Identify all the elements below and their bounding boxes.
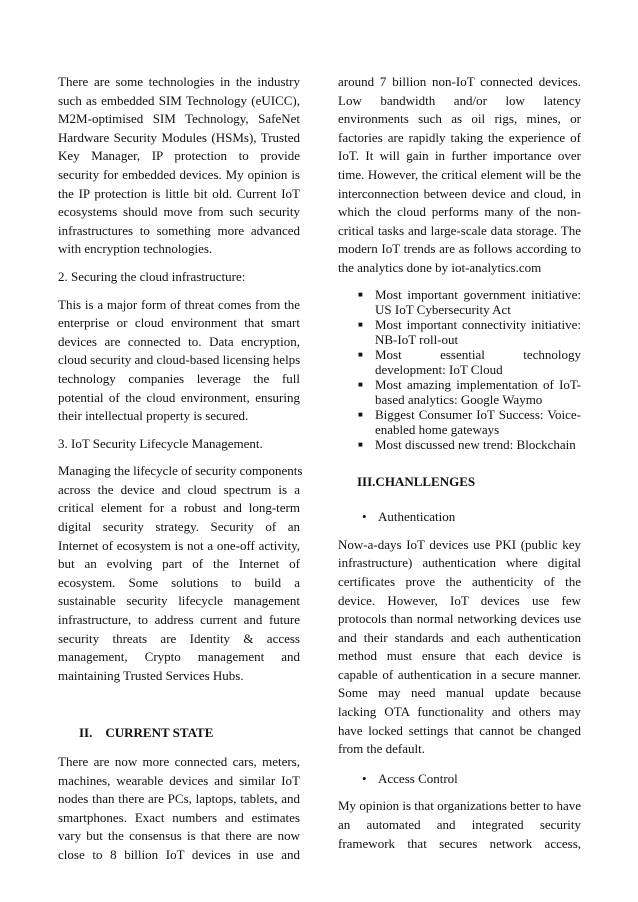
text-line: the analytics done by iot-analytics.com	[338, 259, 542, 275]
paragraph-connected-devices	[338, 73, 581, 278]
trend-item	[338, 317, 581, 347]
text-line: with encryption technologies.	[58, 241, 213, 257]
text-line: sustainable security lifecycle management	[58, 593, 300, 609]
square-bullet-icon: ■	[358, 319, 363, 329]
text-line: but an evolving part of the Internet of	[58, 556, 300, 572]
heading-securing-cloud: 2. Securing the cloud infrastructure:	[58, 268, 246, 284]
bullet-access-control	[338, 770, 581, 789]
square-bullet-icon: ■	[358, 439, 363, 449]
text-line: cloud security and cloud-based licensing helps	[58, 352, 301, 368]
text-line: nodes than there are PCs, laptops, tablets, and	[58, 791, 300, 807]
paragraph-authentication	[338, 536, 581, 759]
text-line: digital security strategy. Security of an	[58, 519, 300, 535]
bullet-dot-icon: •	[362, 770, 367, 786]
square-bullet-icon: ■	[358, 409, 363, 419]
section-title-challenges: III.CHANLLENGES	[357, 473, 476, 489]
square-bullet-icon: ■	[358, 379, 363, 389]
text-line: My opinion is that organizations better to have	[338, 798, 581, 814]
text-line: security for embedded devices. My opinion is	[58, 166, 300, 182]
text-line: modern IoT trends are as follows according to	[338, 241, 581, 257]
trend-item	[338, 407, 581, 437]
trend-text: Biggest Consumer IoT Success: Voice-	[375, 406, 581, 422]
text-line: This is a major form of threat comes from the	[58, 296, 300, 312]
text-line: devices are connected to. Data encryption,	[58, 333, 300, 349]
text-line: potential of the cloud environment, ensuring	[58, 389, 300, 405]
paragraph-embedded-security	[58, 73, 300, 259]
text-line: Key Manager, IP protection to provide	[58, 148, 300, 164]
text-line: environments such as oil rigs, mines, or	[338, 111, 581, 127]
trend-text: development: IoT Cloud	[375, 361, 503, 377]
iot-trends-list	[338, 287, 581, 452]
paragraph-current-state	[58, 753, 300, 865]
paragraph-lifecycle	[58, 462, 303, 685]
trend-item	[338, 347, 581, 377]
text-line: ecosystems should move from such security	[58, 204, 300, 220]
text-line: lacking OTA functionality and others may	[338, 704, 581, 720]
text-line: machines, wearable devices and similar IoT	[58, 772, 300, 788]
text-line: Some may need manual update because	[338, 685, 581, 701]
text-line: method must ensure that each device is	[338, 648, 581, 664]
trend-item	[338, 437, 581, 452]
text-line: M2M-optimised SIM Technology, SafeNet	[58, 111, 300, 127]
text-line: There are some technologies in the industry	[58, 74, 300, 89]
text-line: Managing the lifecycle of security components	[58, 463, 303, 479]
text-line: Internet of ecosystem is not a one-off activity,	[58, 537, 300, 553]
square-bullet-icon: ■	[358, 349, 363, 359]
text-line: the IP protection is little bit old. Current IoT	[58, 185, 300, 201]
bullet-authentication	[338, 508, 581, 527]
trend-text: enabled home gateways	[375, 421, 500, 437]
trend-text: Most essential technology	[375, 346, 581, 362]
text-line: from the default.	[338, 741, 425, 757]
trend-item	[338, 377, 581, 407]
text-line: critical tasks and large-scale data storage. The	[338, 222, 581, 238]
text-line: smartphones. Exact numbers and estimates	[58, 809, 300, 825]
text-line: ecosystem. Some solutions to build a	[58, 574, 300, 590]
trend-text: Most important government initiative:	[375, 286, 581, 302]
text-line: infrastructure) authentication where digital	[338, 555, 581, 571]
text-line: security threats are Identity & access	[58, 630, 300, 646]
text-line: IoT. It will gain in further importance over	[338, 148, 581, 164]
text-line: Low bandwidth and/or low latency	[338, 92, 581, 108]
text-line: Hardware Security Modules (HSMs), Trusted	[58, 129, 300, 145]
text-line: certificates prove the authenticity of the	[338, 573, 581, 589]
text-line: their intellectual property is secured.	[58, 408, 249, 424]
text-line: There are now more connected cars, meters,	[58, 754, 300, 769]
text-line: critical element for a robust and long-term	[58, 500, 300, 516]
trend-text: Most important connectivity initiative:	[375, 316, 581, 332]
text-line: time. However, the critical element will be the	[338, 166, 581, 182]
square-bullet-icon: ■	[358, 289, 363, 299]
text-line: capable of authentication in a secure manner.	[338, 666, 581, 682]
heading-lifecycle-management: 3. IoT Security Lifecycle Management.	[58, 435, 263, 451]
text-line: an automated and integrated security	[338, 817, 581, 833]
paragraph-access-control	[338, 797, 581, 853]
trend-item	[338, 287, 581, 317]
trend-text: based analytics: Google Waymo	[375, 391, 543, 407]
bullet-label: Authentication	[378, 509, 456, 525]
text-line: protocols than normal networking devices use	[338, 611, 581, 627]
text-line: management, Crypto management and	[58, 649, 300, 665]
text-line: across the device and cloud spectrum is a	[58, 481, 300, 497]
trend-text: Most amazing implementation of IoT-	[375, 376, 581, 392]
text-line: vary but the consensus is that there are now	[58, 828, 300, 844]
bullet-label: Access Control	[378, 770, 458, 786]
text-line: framework that secures network access,	[338, 835, 581, 851]
text-line: around 7 billion non-IoT connected devices.	[338, 74, 581, 89]
paragraph-cloud-threat	[58, 296, 300, 426]
bullet-dot-icon: •	[362, 509, 367, 525]
left-column	[58, 73, 303, 865]
trend-text: Most discussed new trend: Blockchain	[375, 436, 576, 452]
text-line: close to 8 billion IoT devices in use and	[58, 846, 300, 862]
text-line: Now-a-days IoT devices use PKI (public key	[338, 536, 581, 552]
section-title-current-state: II. CURRENT STATE	[79, 725, 214, 741]
text-line: infrastructure, to address current and future	[58, 612, 300, 628]
right-column	[338, 73, 581, 853]
text-line: technology companies leverage the full	[58, 370, 300, 386]
text-line: have locked settings that cannot be changed	[338, 722, 581, 738]
text-line: enterprise or cloud environment that smart	[58, 315, 300, 331]
text-line: maintaining Trusted Services Hubs.	[58, 667, 244, 683]
text-line: interconnection between device and cloud, in	[338, 185, 581, 201]
text-line: factories are rapidly taking the experience of	[338, 129, 581, 145]
text-line: which the cloud performs many of the non-	[338, 204, 581, 220]
text-line: infrastructures to something more advanced	[58, 222, 300, 238]
text-line: device. However, IoT devices use few	[338, 592, 581, 608]
text-line: and their standards and each authentication	[338, 629, 581, 645]
trend-text: NB-IoT roll-out	[375, 331, 459, 347]
text-line: such as embedded SIM Technology (eUICC),	[58, 92, 300, 108]
trend-text: US IoT Cybersecurity Act	[375, 301, 511, 317]
